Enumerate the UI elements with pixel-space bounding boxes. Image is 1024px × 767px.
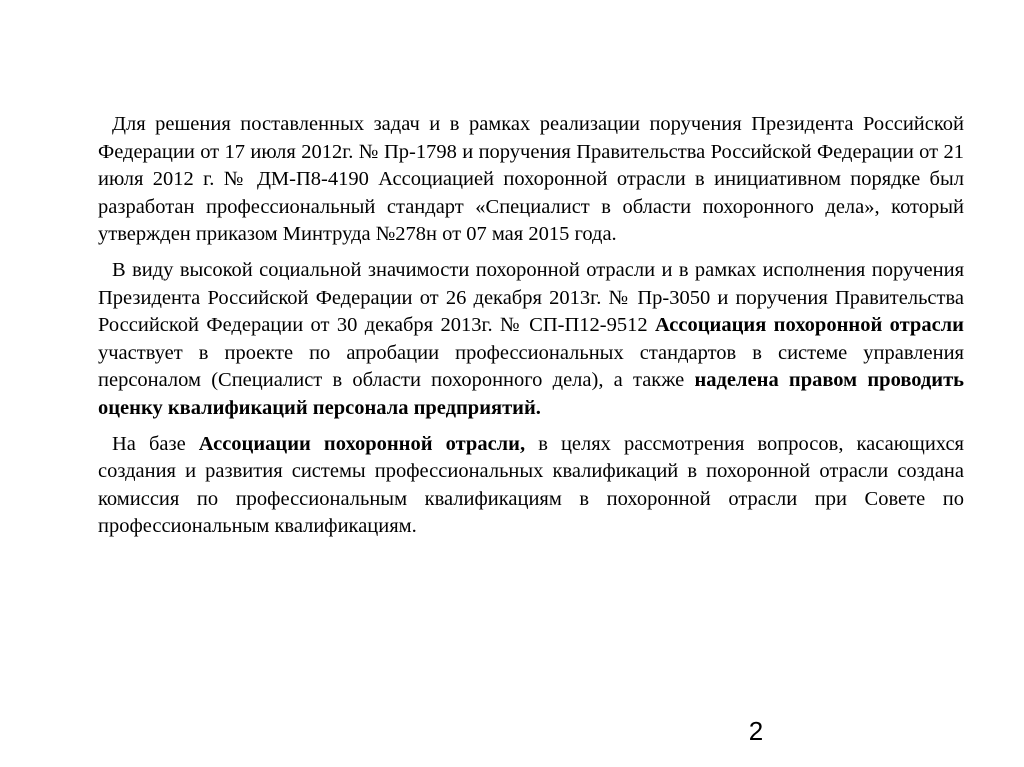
slide-content bbox=[98, 111, 964, 549]
paragraph-3 bbox=[98, 431, 964, 541]
paragraph-2-bold-end: наделена правом проводить оценку квалификаций персонала предприятий. bbox=[98, 369, 964, 419]
paragraph-2 bbox=[98, 257, 964, 423]
paragraph-2-bold-subject: Ассоциация похоронной отрасли bbox=[654, 314, 964, 337]
paragraph-3-bold-subject: Ассоциации похоронной отрасли, bbox=[198, 432, 526, 455]
paragraph-3-rest: в целях рассмотрения вопросов, касающихся создания и развития системы профессиональных квалификаций в похоронной отрасли создана комиссия по профессиональным квалификациям в похоронной отрасли при Совете по профессиональным квалификациям. bbox=[98, 432, 964, 538]
paragraph-2-intro: В виду высокой социальной значимости похоронной отрасли и в рамках исполнения поручения Президента Российской Федерации от 26 декабря 2013г. № Пр-3050 и поручения Правительства Российской Федерации от 30 декабря 2013г. № СП-П12-9512 bbox=[98, 258, 964, 337]
paragraph-1-text: Для решения поставленных задач и в рамках реализации поручения Президента Российской Федерации от 17 июля 2012г. № Пр-1798 и поручения Правительства Российской Федерации от 21 июля 2012 г. № ДМ-П8-4190 Ассоциацией похоронной отрасли в инициативном порядке был разработан профессиональный стандарт «Специалист в области похоронного дела», который утвержден приказом Минтруда №278н от 07 мая 2015 года. bbox=[98, 113, 964, 246]
page-number: 2 bbox=[748, 716, 764, 746]
paragraph-1 bbox=[98, 111, 964, 249]
paragraph-3-intro: На базе bbox=[112, 432, 199, 455]
paragraph-2-middle: участвует в проекте по апробации профессиональных стандартов в системе управления персоналом (Специалист в области похоронного дела), а также bbox=[98, 341, 964, 392]
